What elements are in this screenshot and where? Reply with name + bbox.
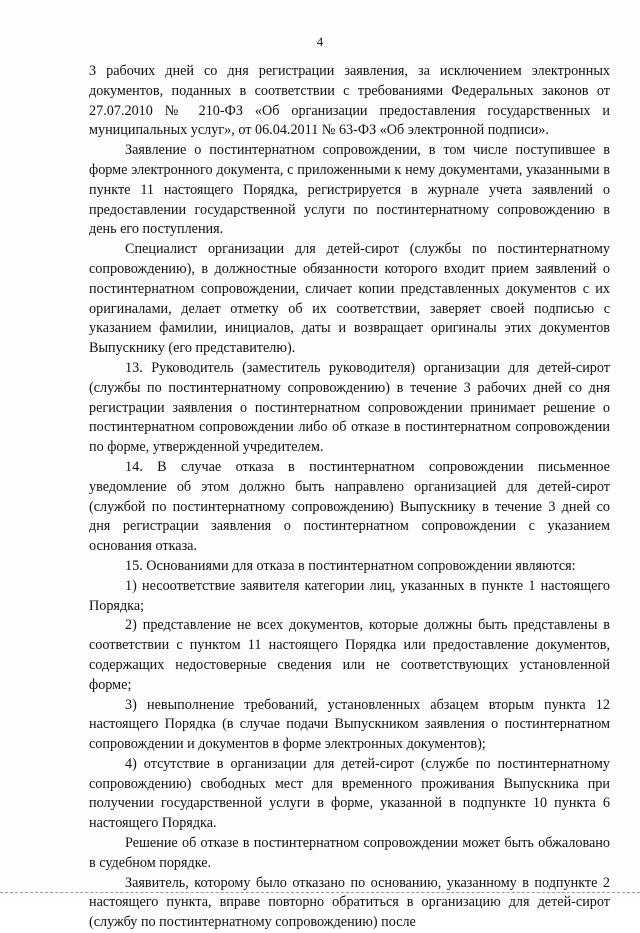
- paragraph-ground-2: 2) представление не всех документов, которые должны быть представлены в соответствии с пунктом 11 настоящего Порядка или предоставление документов, содержащих недостоверные сведения или не соответствующих установленной форме;: [89, 617, 610, 693]
- paragraph-registration: Заявление о постинтернатном сопровождении, в том числе поступившее в форме электронного документа, с приложенными к нему документами, указанными в пункте 11 настоящего Порядка, регистрируется в журнале учета заявлений о предоставлении государственной услуги по постинтернатному сопровождению в день его поступления.: [89, 142, 610, 238]
- scan-edge-line: [0, 892, 640, 894]
- paragraph-ground-1: 1) несоответствие заявителя категории лиц, указанных в пункте 1 настоящего Порядка;: [89, 577, 610, 614]
- paragraph-appeal: Решение об отказе в постинтернатном сопровождении может быть обжаловано в судебном порядке.: [89, 835, 610, 871]
- paragraph-specialist: Специалист организации для детей-сирот (службы по постинтернатному сопровождению), в должностные обязанности которого входит прием заявлений о постинтернатном сопровождении, сличает копии представленных документов с их оригиналами, делает отметку об их соответствии, заверяет своей подписью с указанием фамилии, инициалов, даты и возвращает оригиналы этих документов Выпускнику (его представителю).: [89, 241, 610, 357]
- paragraph-item-14: 14. В случае отказа в постинтернатном сопровождении письменное уведомление об этом должно быть направлено организацией для детей-сирот (службой по постинтернатному сопровождению) Выпускнику в течение 3 дней со дня регистрации заявления о постинтернатном сопровождении с указанием основания отказа.: [89, 458, 610, 555]
- page-number: 4: [316, 34, 324, 49]
- paragraph-ground-4: 4) отсутствие в организации для детей-сирот (службе по постинтернатному сопровождению) свободных мест для временного проживания Выпускника при получении государственной услуги в форме, указанной в подпункте 10 пункта 6 настоящего Порядка.: [89, 755, 610, 832]
- paragraph-item-15: 15. Основаниями для отказа в постинтернатном сопровождении являются:: [125, 557, 576, 574]
- paragraph-item-13: 13. Руководитель (заместитель руководителя) организации для детей-сирот (службы по постинтернатному сопровождению) в течение 3 рабочих дней со дня регистрации заявления о постинтернатном сопровождении принимает решение о постинтернатном сопровождении либо об отказе в постинтернатном сопровождении по форме, утвержденной учредителем.: [89, 359, 610, 456]
- paragraph-reapply: Заявитель, которому было отказано по основанию, указанному в подпункте 2 настоящего пункта, вправе повторно обратиться в организацию для детей-сирот (службу по постинтернатному сопровождению) после: [89, 874, 610, 931]
- paragraph-continuation: 3 рабочих дней со дня регистрации заявления, за исключением электронных документов, поданных в соответствии с требованиями Федеральных законов от 27.07.2010 № 210-ФЗ «Об организации предоставления государственных и муниципальных услуг», от 06.04.2011 № 63-ФЗ «Об электронной подписи».: [89, 63, 610, 139]
- document-body: [89, 62, 610, 933]
- paragraph-ground-3: 3) невыполнение требований, установленных абзацем вторым пункта 12 настоящего Порядка (в случае подачи Выпускником заявления о постинтернатном сопровождении и документов в форме электронных документов);: [89, 696, 610, 753]
